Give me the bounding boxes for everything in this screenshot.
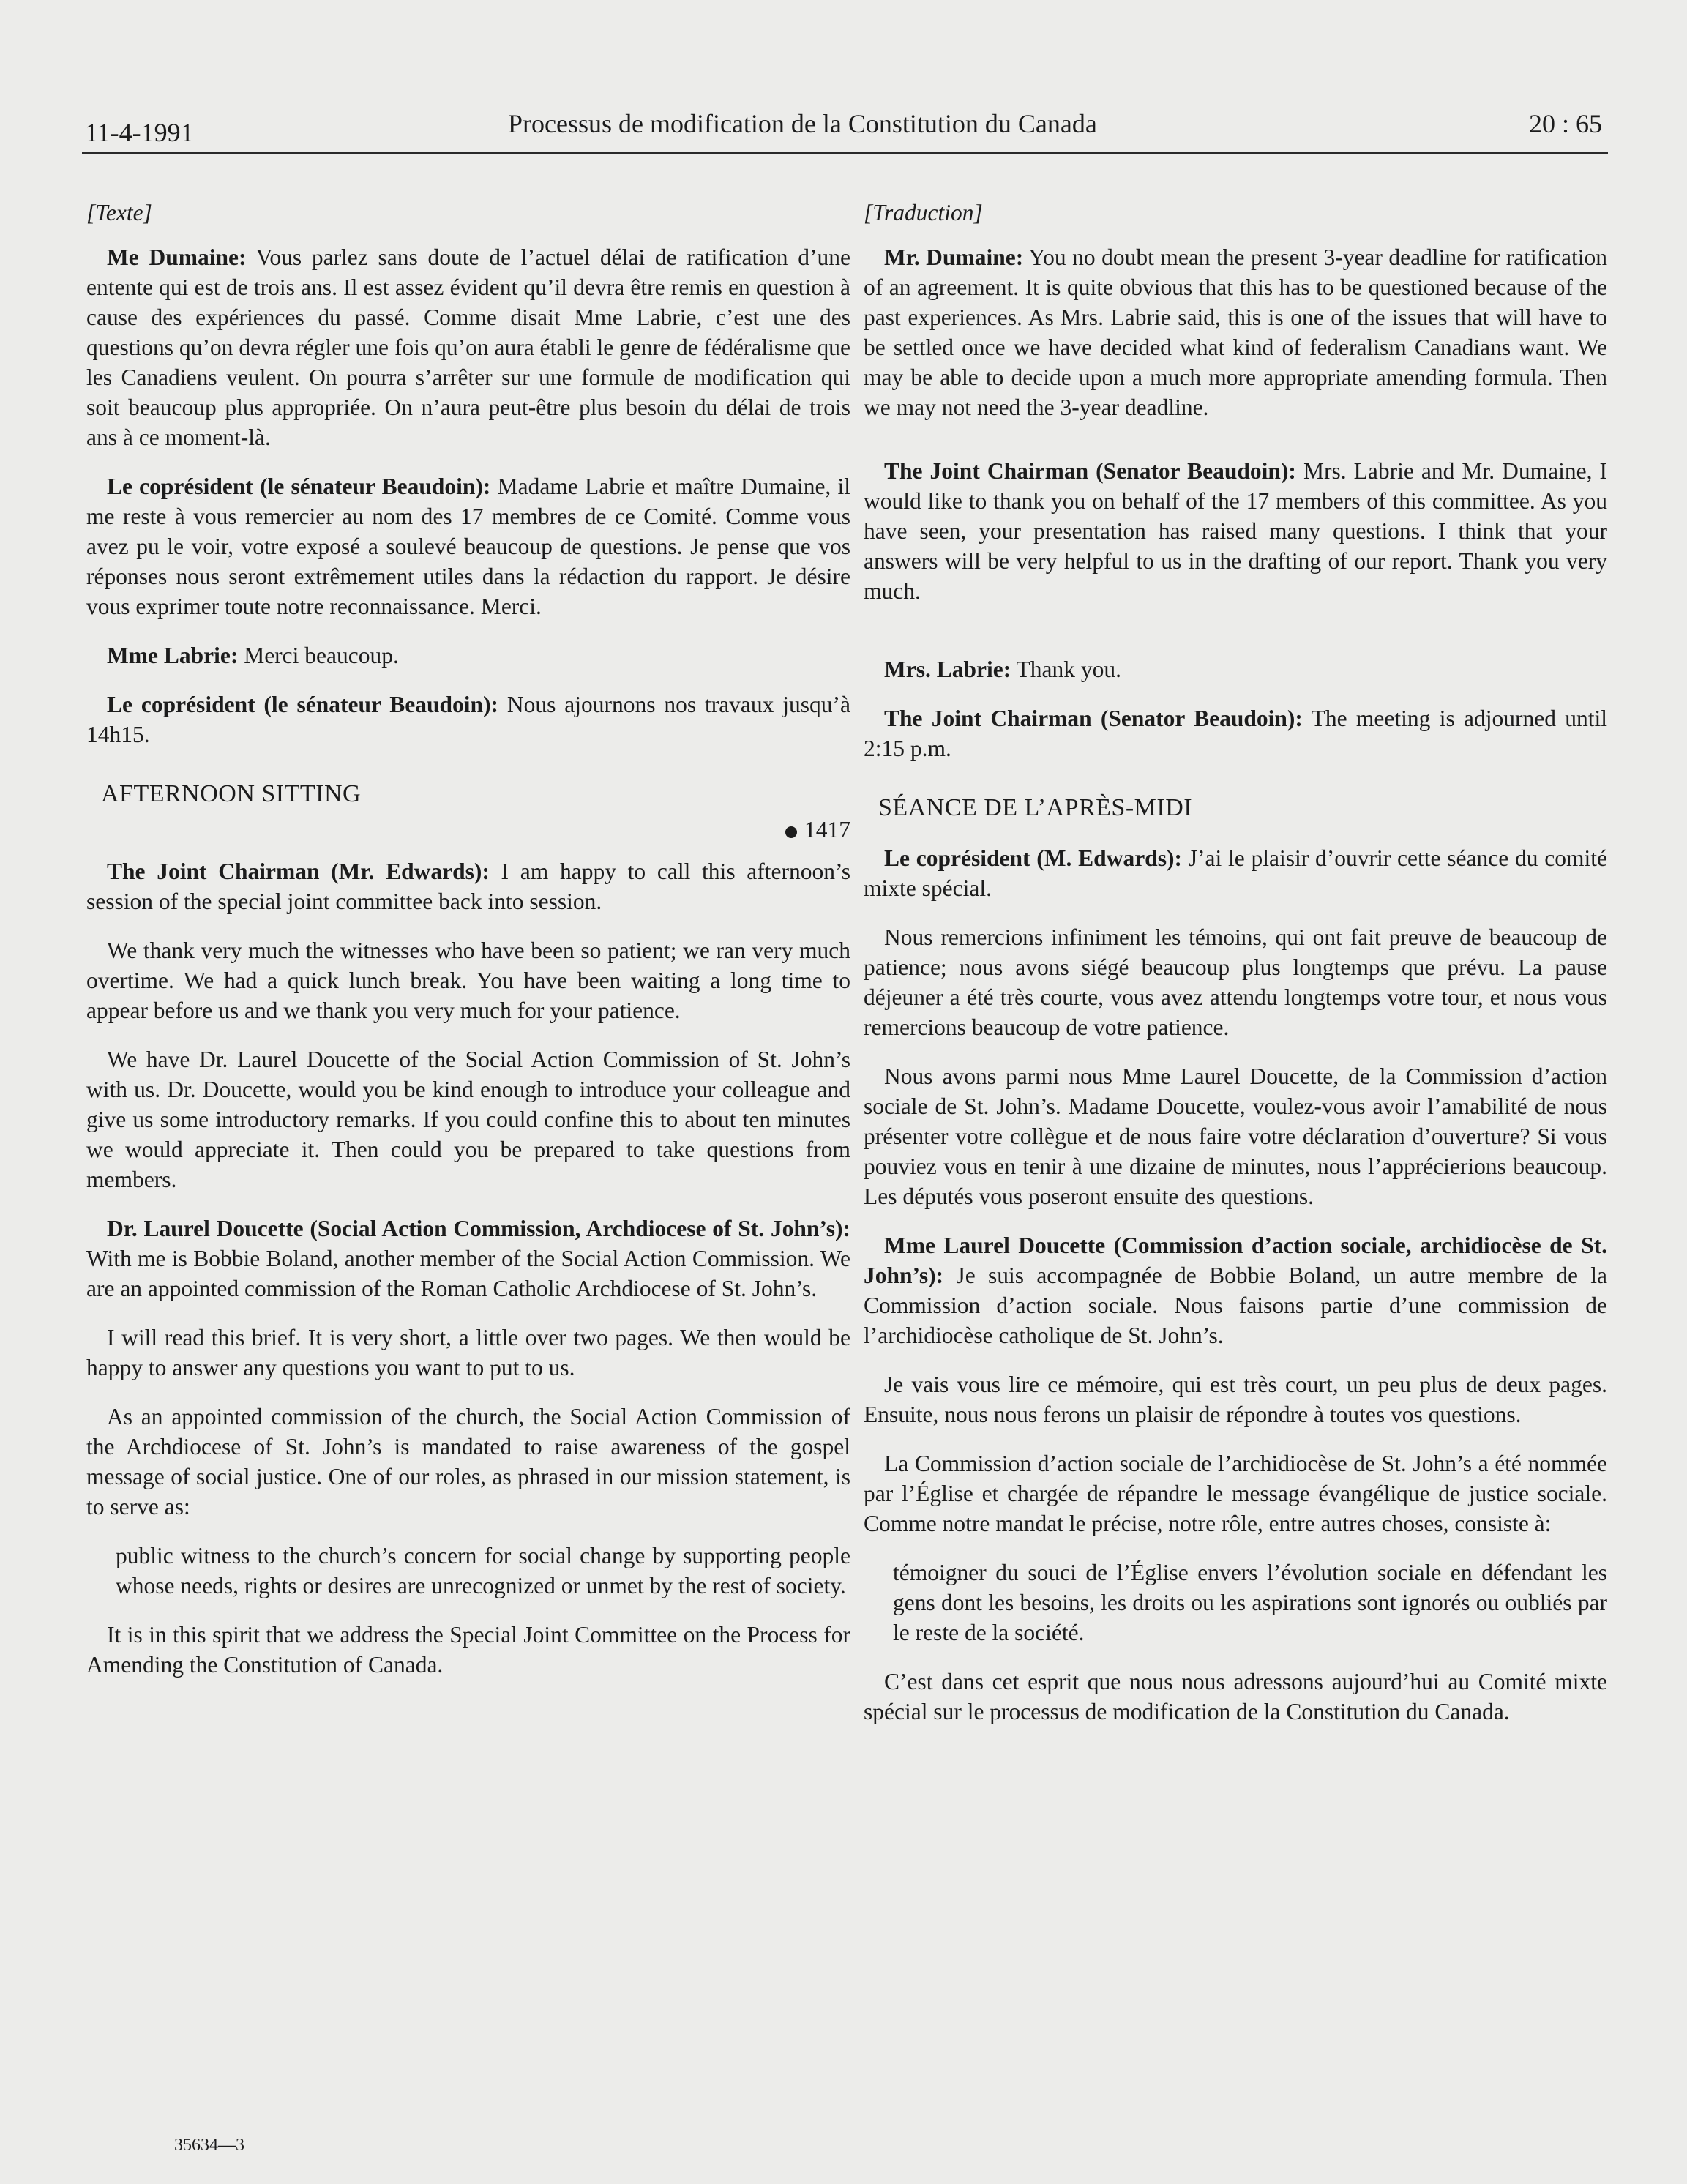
paragraph	[864, 456, 1607, 606]
speaker-name: Mme Laurel Doucette (Commission d’action sociale, archidiocèse de St. John’s):	[864, 1233, 1607, 1288]
paragraph	[86, 856, 850, 916]
page-footer-code: 35634—3	[174, 2136, 244, 2155]
paragraph: We have Dr. Laurel Doucette of the Social Action Commission of St. John’s with us. Dr. Doucette, would you be kind enough to introduce your colleague and give us some introductory remarks. If you could confine this to about ten minutes we would appreciate it. Then could you be prepared to take questions from members.	[86, 1047, 850, 1192]
column-tag: [Traduction]	[864, 200, 983, 225]
paragraph: I will read this brief. It is very short, a little over two pages. We then would be happy to answer any questions you want to put to us.	[86, 1325, 850, 1380]
spacer	[864, 441, 1607, 456]
speech-text: Je suis accompagnée de Bobbie Boland, un autre membre de la Commission d’action sociale. Nous faisons partie d’une commission de l’archidiocèse catholique de St. John’s.	[864, 1263, 1607, 1348]
mission-quote: public witness to the church’s concern for social change by supporting people whose needs, rights or desires are unrecognized or unmet by the rest of society.	[116, 1543, 850, 1598]
paragraph	[86, 640, 850, 670]
speech-text: Thank you.	[1011, 657, 1121, 682]
english-column	[86, 198, 850, 1699]
speech-text: The meeting is adjourned until 2:15 p.m.	[864, 706, 1608, 761]
speech-text: Merci beaucoup.	[238, 643, 399, 668]
paragraph: Nous avons parmi nous Mme Laurel Doucette, de la Commission d’action sociale de St. John’s. Madame Doucette, voulez-vous avoir l’amabilité de nous présenter votre collègue et de nous faire votre déclaration d’ouverture? Si vous pouviez vous en tenir à une dizaine de minutes, nous l’apprécierions beaucoup. Les députés vous poseront ensuite des questions.	[864, 1063, 1607, 1209]
page-header	[82, 86, 1608, 154]
speaker-name: The Joint Chairman (Senator Beaudoin):	[884, 458, 1296, 484]
paragraph	[86, 689, 850, 749]
speech-text: Madame Labrie et maître Dumaine, il me reste à vous remercier au nom des 17 membres de ce Comité. Comme vous avez pu le voir, votre exposé a soulevé beaucoup de questions. Je pense que vos réponses nous seront extrêmement utiles dans la rédaction du rapport. Je désire vous exprimer toute notre reconnaissance. Merci.	[86, 474, 850, 619]
section-heading: SÉANCE DE L’APRÈS-MIDI	[878, 794, 1193, 821]
column-tag: [Texte]	[86, 200, 152, 225]
speech-text: Mrs. Labrie and Mr. Dumaine, I would like to thank you on behalf of the 17 members of this committee. As you have seen, your presentation has raised many questions. I think that your answers will be very helpful to us in the drafting of our report. Thank you very much.	[864, 458, 1607, 604]
paragraph	[864, 843, 1607, 903]
bullet-icon	[785, 826, 797, 838]
speech-text: Nous ajournons nos travaux jusqu’à 14h15.	[86, 692, 850, 747]
paragraph: It is in this spirit that we address the Special Joint Committee on the Process for Amending the Constitution of Canada.	[86, 1622, 850, 1678]
speaker-name: The Joint Chairman (Mr. Edwards):	[107, 859, 490, 884]
speaker-name: Le coprésident (le sénateur Beaudoin):	[107, 474, 491, 499]
speaker-name: Le coprésident (M. Edwards):	[884, 845, 1182, 871]
paragraph: C’est dans cet esprit que nous nous adressons aujourd’hui au Comité mixte spécial sur le processus de modification de la Constitution du Canada.	[864, 1669, 1607, 1724]
time-marker-value: 1417	[804, 817, 850, 842]
paragraph	[86, 1213, 850, 1304]
time-marker	[86, 815, 850, 845]
paragraph: Nous remercions infiniment les témoins, qui ont fait preuve de beaucoup de patience; nous avons siégé beaucoup plus longtemps que prévu. La pause déjeuner a été très courte, vous avez attendu longtemps votre tour, et nous vous remercions beaucoup de votre patience.	[864, 924, 1607, 1040]
header-title: Processus de modification de la Constitution du Canada	[508, 109, 1097, 138]
speech-text: You no doubt mean the present 3-year deadline for ratification of an agreement. It is quite obvious that this has to be questioned because of the past experiences. As Mrs. Labrie said, this is one of the issues that will have to be settled once we have decided what kind of federalism Canadians want. We may be able to decide upon a much more appropriate amending formula. Then we may not need the 3-year deadline.	[864, 244, 1607, 420]
paragraph: We thank very much the witnesses who have been so patient; we ran very much overtime. We had a quick lunch break. You have been waiting a long time to appear before us and we thank you very much for your patience.	[86, 938, 850, 1023]
mission-quote: témoigner du souci de l’Église envers l’évolution sociale en défendant les gens dont les besoins, les droits ou les aspirations sont ignorés ou oubliés par le reste de la société.	[893, 1560, 1607, 1645]
paragraph	[86, 471, 850, 621]
speaker-name: Me Dumaine:	[107, 244, 247, 270]
section-heading: AFTERNOON SITTING	[101, 780, 362, 807]
speaker-name: The Joint Chairman (Senator Beaudoin):	[884, 706, 1303, 731]
paragraph	[864, 703, 1607, 763]
paragraph: Je vais vous lire ce mémoire, qui est très court, un peu plus de deux pages. Ensuite, nous nous ferons un plaisir de répondre à toutes vos questions.	[864, 1372, 1607, 1427]
speaker-name: Mr. Dumaine:	[884, 244, 1024, 270]
french-column	[864, 198, 1607, 1746]
paragraph	[86, 242, 850, 452]
header-page-number: 20 : 65	[1528, 109, 1602, 138]
speaker-name: Mme Labrie:	[107, 643, 239, 668]
speaker-name: Dr. Laurel Doucette (Social Action Commission, Archdiocese of St. John’s):	[107, 1216, 850, 1241]
speaker-name: Le coprésident (le sénateur Beaudoin):	[107, 692, 499, 717]
speech-text: I am happy to call this afternoon’s session of the special joint committee back into session.	[86, 859, 850, 914]
speaker-name: Mrs. Labrie:	[884, 657, 1011, 682]
spacer	[864, 625, 1607, 640]
speech-text: Vous parlez sans doute de l’actuel délai de ratification d’une entente qui est de trois ans. Il est assez évident qu’il devra être remis en question à cause des expériences du passé. Comme disait Mme Labrie, c’est une des questions qu’on devra régler une fois qu’on aura établi le genre de fédéralisme que les Canadiens veulent. On pourra s’arrêter sur une formule de modification qui soit beaucoup plus appropriée. On n’aura peut-être plus besoin du délai de trois ans à ce moment-là.	[86, 244, 850, 450]
paragraph: As an appointed commission of the church, the Social Action Commission of the Archdiocese of St. John’s is mandated to raise awareness of the gospel message of social justice. One of our roles, as phrased in our mission statement, is to serve as:	[86, 1404, 850, 1519]
paragraph: La Commission d’action sociale de l’archidiocèse de St. John’s a été nommée par l’Église et chargée de répandre le message évangélique de justice sociale. Comme notre mandat le précise, notre rôle, entre autres choses, consiste à:	[864, 1451, 1607, 1536]
paragraph	[864, 654, 1607, 684]
paragraph	[864, 1230, 1607, 1350]
header-date: 11-4-1991	[85, 118, 194, 147]
speech-text: With me is Bobbie Boland, another member of the Social Action Commission. We are an appointed commission of the Roman Catholic Archdiocese of St. John’s.	[86, 1246, 850, 1301]
speech-text: J’ai le plaisir d’ouvrir cette séance du comité mixte spécial.	[864, 845, 1607, 901]
spacer	[864, 640, 1607, 654]
paragraph	[864, 242, 1607, 422]
spacer	[864, 829, 1607, 843]
